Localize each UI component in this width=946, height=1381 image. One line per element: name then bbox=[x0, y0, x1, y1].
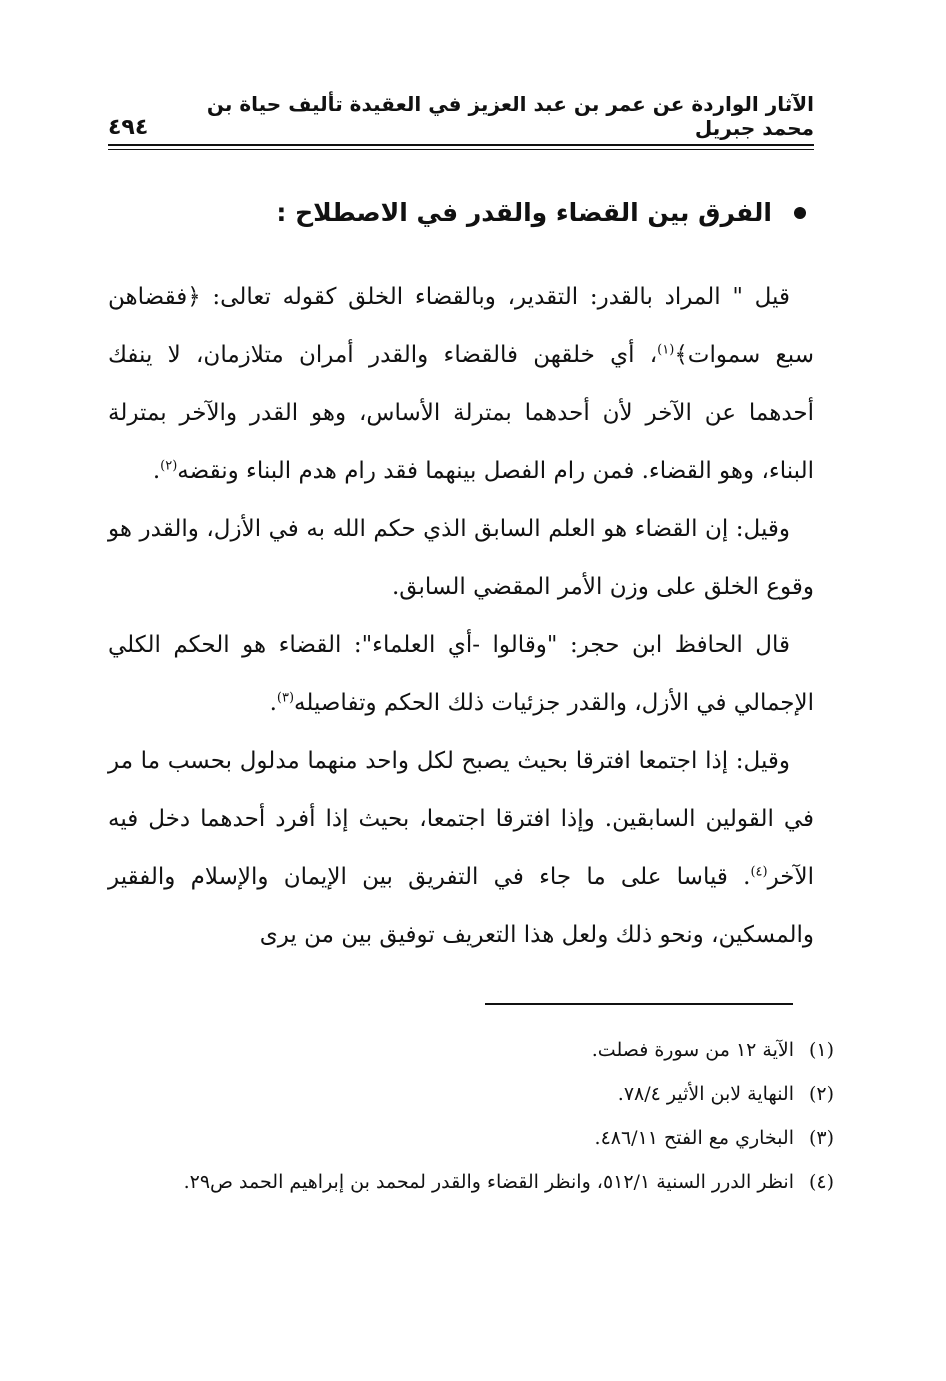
section-heading-text: الفرق بين القضاء والقدر في الاصطلاح : bbox=[276, 198, 772, 227]
footnote-text: النهاية لابن الأثير ٧٨/٤. bbox=[617, 1083, 794, 1105]
paragraph-text: . bbox=[152, 458, 161, 484]
footnote-text: الآية ١٢ من سورة فصلت. bbox=[591, 1039, 794, 1061]
paragraph-text: قال الحافظ ابن حجر: "وقالوا -أي العلماء": القضاء هو الحكم الكلي الإجمالي في الأزل، والقدر جزئيات ذلك الحكم وتفاصيله bbox=[108, 632, 814, 716]
footnote-ref-1: (١) bbox=[657, 342, 675, 358]
footnote-ref-3: (٣) bbox=[276, 690, 295, 706]
paragraph-2 bbox=[108, 500, 814, 616]
footnote-number: (٢) bbox=[808, 1083, 834, 1105]
paragraph-1 bbox=[108, 268, 814, 500]
paragraph-text: قيل " المراد بالقدر: التقدير، وبالقضاء الخلق كقوله تعالى: ﴿فقضاهن سبع سموات﴾ bbox=[108, 284, 815, 368]
footnote-ref-4: (٤) bbox=[750, 864, 768, 880]
paragraph-text: وقيل: إن القضاء هو العلم السابق الذي حكم الله به في الأزل، والقدر هو وقوع الخلق على وزن الأمر المقضي السابق. bbox=[108, 516, 814, 600]
footnote-ref-2: (٢) bbox=[160, 458, 178, 474]
paragraph-text: . bbox=[269, 690, 277, 716]
footnote-text: البخاري مع الفتح ٤٨٦/١١. bbox=[594, 1127, 794, 1149]
footnotes bbox=[110, 1028, 834, 1204]
footnote-4 bbox=[110, 1160, 834, 1204]
footnote-separator bbox=[485, 1003, 793, 1005]
paragraph-text: . قياسا على ما جاء في التفريق بين الإيمان والإسلام والفقير والمسكين، ونحو ذلك ولعل هذا التعريف توفيق بين من يرى bbox=[108, 864, 814, 948]
running-title: الآثار الواردة عن عمر بن عبد العزيز في العقيدة تأليف حياة بن محمد جبريل bbox=[206, 92, 814, 140]
section-heading bbox=[220, 198, 806, 227]
footnote-number: (٣) bbox=[808, 1127, 834, 1149]
footnote-text: انظر الدرر السنية ٥١٢/١، وانظر القضاء والقدر لمحمد بن إبراهيم الحمد ص٢٩. bbox=[183, 1171, 794, 1193]
footnote-number: (٤) bbox=[808, 1171, 834, 1193]
header-rule-thick bbox=[108, 144, 814, 146]
page-number: ٤٩٤ bbox=[108, 115, 149, 140]
footnote-number: (١) bbox=[808, 1039, 834, 1061]
body-text bbox=[108, 268, 814, 964]
footnote-3 bbox=[110, 1116, 834, 1160]
bullet-icon bbox=[794, 207, 806, 219]
footnote-1 bbox=[110, 1028, 834, 1072]
running-header bbox=[108, 92, 814, 140]
paragraph-4 bbox=[108, 732, 814, 964]
header-rule-thin bbox=[108, 149, 814, 150]
paragraph-text: ، أي خلقهن فالقضاء والقدر أمران متلازمان، لا ينفك أحدهما عن الآخر لأن أحدهما بمترلة الأساس، وهو القدر والآخر بمترلة البناء، وهو القضاء. فمن رام الفصل بينهما فقد رام هدم البناء ونقضه bbox=[108, 342, 814, 484]
paragraph-text: وقيل: إذا اجتمعا افترقا بحيث يصبح لكل واحد منهما مدلول بحسب ما مر في القولين السابقين. وإذا افترقا اجتمعا، بحيث إذا أفرد أحدهما دخل فيه الآخر bbox=[108, 748, 814, 890]
paragraph-3 bbox=[108, 616, 814, 732]
footnote-2 bbox=[110, 1072, 834, 1116]
